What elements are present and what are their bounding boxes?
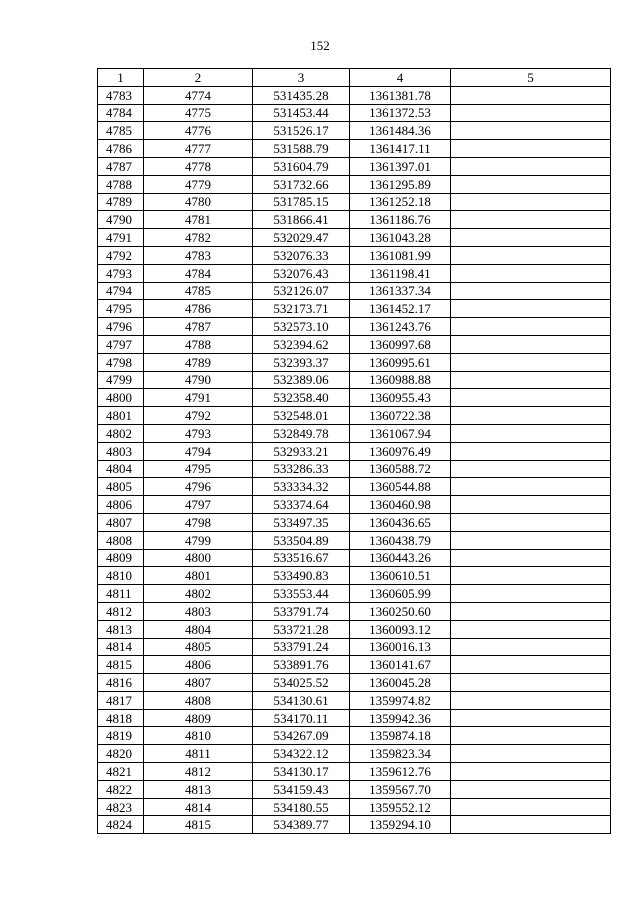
table-cell: 4782 (144, 229, 253, 247)
table-row (98, 407, 611, 425)
table-cell (451, 638, 611, 656)
table-cell: 4810 (144, 727, 253, 745)
table-cell (451, 407, 611, 425)
table-cell: 532394.62 (253, 335, 350, 353)
table-cell: 1360976.49 (350, 442, 451, 460)
table-cell: 4816 (98, 674, 144, 692)
table-cell: 532076.33 (253, 246, 350, 264)
table-cell: 4822 (98, 780, 144, 798)
table-cell: 1361081.99 (350, 246, 451, 264)
table-cell: 4818 (98, 709, 144, 727)
table-cell: 4779 (144, 175, 253, 193)
table-row (98, 709, 611, 727)
table-cell: 1359294.10 (350, 816, 451, 834)
table-cell: 4815 (144, 816, 253, 834)
table-cell: 532358.40 (253, 389, 350, 407)
table-cell: 4805 (98, 478, 144, 496)
table-cell: 4800 (98, 389, 144, 407)
table-cell: 1360610.51 (350, 567, 451, 585)
table-cell: 4806 (144, 656, 253, 674)
table-cell: 4823 (98, 798, 144, 816)
table-cell: 4801 (98, 407, 144, 425)
table-cell: 1360141.67 (350, 656, 451, 674)
table-cell: 1359942.36 (350, 709, 451, 727)
table-cell: 4774 (144, 86, 253, 104)
page-number: 152 (310, 38, 330, 53)
table-cell (451, 691, 611, 709)
table-cell: 4812 (98, 602, 144, 620)
table-cell: 4792 (98, 246, 144, 264)
table-cell: 4791 (98, 229, 144, 247)
table-row (98, 531, 611, 549)
table-cell (451, 674, 611, 692)
table-cell: 4794 (98, 282, 144, 300)
table-cell: 4804 (98, 460, 144, 478)
table-cell: 4802 (144, 585, 253, 603)
table-cell: 4785 (144, 282, 253, 300)
table-cell: 4781 (144, 211, 253, 229)
table-cell: 4808 (98, 531, 144, 549)
column-header: 4 (350, 69, 451, 87)
table-cell: 534322.12 (253, 745, 350, 763)
table-row (98, 389, 611, 407)
table-cell: 1361417.11 (350, 140, 451, 158)
table-cell: 4791 (144, 389, 253, 407)
table-cell: 4811 (144, 745, 253, 763)
table-row (98, 727, 611, 745)
table-row (98, 763, 611, 781)
column-header: 3 (253, 69, 350, 87)
table-cell: 4821 (98, 763, 144, 781)
table-cell (451, 86, 611, 104)
table-cell: 4788 (98, 175, 144, 193)
table-cell: 534159.43 (253, 780, 350, 798)
table-row (98, 674, 611, 692)
table-row (98, 175, 611, 193)
table-cell: 4775 (144, 104, 253, 122)
table-cell: 533497.35 (253, 513, 350, 531)
table-cell (451, 709, 611, 727)
table-cell (451, 140, 611, 158)
table-cell: 1359874.18 (350, 727, 451, 745)
table-row (98, 86, 611, 104)
table-cell: 532076.43 (253, 264, 350, 282)
table-row (98, 104, 611, 122)
table-cell: 4807 (98, 513, 144, 531)
table-row (98, 300, 611, 318)
table-row (98, 585, 611, 603)
table-row (98, 211, 611, 229)
table-cell: 4789 (144, 353, 253, 371)
table-cell: 4788 (144, 335, 253, 353)
table-cell (451, 602, 611, 620)
table-row (98, 122, 611, 140)
table-row (98, 140, 611, 158)
table-cell: 1361372.53 (350, 104, 451, 122)
table-cell: 1360588.72 (350, 460, 451, 478)
table-row (98, 602, 611, 620)
table-cell (451, 620, 611, 638)
table-cell: 4778 (144, 157, 253, 175)
table-cell: 4812 (144, 763, 253, 781)
table-cell: 4787 (144, 318, 253, 336)
table-row (98, 478, 611, 496)
table-cell (451, 442, 611, 460)
table-cell (451, 656, 611, 674)
table-row (98, 496, 611, 514)
table-cell: 1360995.61 (350, 353, 451, 371)
table-cell: 4790 (144, 371, 253, 389)
table-cell: 533791.24 (253, 638, 350, 656)
table-cell (451, 549, 611, 567)
table-row (98, 798, 611, 816)
table-cell: 534267.09 (253, 727, 350, 745)
table-cell: 1361452.17 (350, 300, 451, 318)
table-cell: 4813 (144, 780, 253, 798)
table-cell (451, 727, 611, 745)
table-cell (451, 816, 611, 834)
table-row (98, 620, 611, 638)
table-cell: 4820 (98, 745, 144, 763)
table-cell: 1360955.43 (350, 389, 451, 407)
table-cell: 4800 (144, 549, 253, 567)
table-cell: 4793 (98, 264, 144, 282)
table-cell: 1360250.60 (350, 602, 451, 620)
table-cell: 1360460.98 (350, 496, 451, 514)
table-cell: 532573.10 (253, 318, 350, 336)
table-row (98, 780, 611, 798)
table-cell: 4783 (98, 86, 144, 104)
table-cell: 531604.79 (253, 157, 350, 175)
table-cell: 4801 (144, 567, 253, 585)
table-cell: 1361252.18 (350, 193, 451, 211)
coordinates-table (97, 68, 611, 834)
table-cell: 4787 (98, 157, 144, 175)
table-cell: 4780 (144, 193, 253, 211)
table-row (98, 282, 611, 300)
table-cell: 4795 (144, 460, 253, 478)
table-cell: 1360045.28 (350, 674, 451, 692)
table-row (98, 691, 611, 709)
table-cell: 532126.07 (253, 282, 350, 300)
table-cell: 1360722.38 (350, 407, 451, 425)
table-cell: 1361186.76 (350, 211, 451, 229)
table-cell (451, 780, 611, 798)
table-cell: 1360016.13 (350, 638, 451, 656)
table-cell: 1360443.26 (350, 549, 451, 567)
table-cell: 1361337.34 (350, 282, 451, 300)
table-row (98, 371, 611, 389)
table-row (98, 246, 611, 264)
table-cell: 533490.83 (253, 567, 350, 585)
table-row (98, 460, 611, 478)
table-cell: 531732.66 (253, 175, 350, 193)
table-cell: 1360997.68 (350, 335, 451, 353)
table-cell: 1360544.88 (350, 478, 451, 496)
table-cell (451, 104, 611, 122)
table-body (98, 86, 611, 833)
table-cell: 532029.47 (253, 229, 350, 247)
table-cell: 4793 (144, 424, 253, 442)
table-cell: 533891.76 (253, 656, 350, 674)
table-cell (451, 122, 611, 140)
table-cell (451, 246, 611, 264)
table-cell: 531588.79 (253, 140, 350, 158)
table-row (98, 442, 611, 460)
table-row (98, 229, 611, 247)
table-cell: 1359823.34 (350, 745, 451, 763)
table-cell: 1360605.99 (350, 585, 451, 603)
table-cell: 531866.41 (253, 211, 350, 229)
table-cell: 4799 (144, 531, 253, 549)
table-cell: 4808 (144, 691, 253, 709)
table-row (98, 264, 611, 282)
table-cell: 4819 (98, 727, 144, 745)
table-cell: 1361198.41 (350, 264, 451, 282)
table-cell: 532548.01 (253, 407, 350, 425)
table-cell: 4814 (98, 638, 144, 656)
table-cell: 4804 (144, 620, 253, 638)
table-cell (451, 318, 611, 336)
table-cell: 1360438.79 (350, 531, 451, 549)
table-cell (451, 157, 611, 175)
table-cell: 1361243.76 (350, 318, 451, 336)
table-cell (451, 763, 611, 781)
table-cell: 1361043.28 (350, 229, 451, 247)
table-cell: 4790 (98, 211, 144, 229)
table-row (98, 335, 611, 353)
table-row (98, 318, 611, 336)
table-cell: 4809 (144, 709, 253, 727)
table-cell: 533374.64 (253, 496, 350, 514)
table-cell (451, 300, 611, 318)
table-cell: 1360988.88 (350, 371, 451, 389)
table-cell: 4806 (98, 496, 144, 514)
table-cell: 4785 (98, 122, 144, 140)
table-cell (451, 371, 611, 389)
table-cell: 533553.44 (253, 585, 350, 603)
table-cell: 533286.33 (253, 460, 350, 478)
table-cell: 534025.52 (253, 674, 350, 692)
table-cell: 532393.37 (253, 353, 350, 371)
table-cell: 533504.89 (253, 531, 350, 549)
table-cell (451, 513, 611, 531)
table-row (98, 157, 611, 175)
table-cell (451, 229, 611, 247)
table-cell (451, 531, 611, 549)
table-cell: 4798 (144, 513, 253, 531)
table-cell (451, 567, 611, 585)
table-cell: 534180.55 (253, 798, 350, 816)
table-cell: 4805 (144, 638, 253, 656)
table-cell: 533516.67 (253, 549, 350, 567)
table-cell: 4824 (98, 816, 144, 834)
table-row (98, 424, 611, 442)
table-cell: 4810 (98, 567, 144, 585)
table-cell: 4777 (144, 140, 253, 158)
table-cell: 531435.28 (253, 86, 350, 104)
table-cell: 4803 (144, 602, 253, 620)
table-cell: 4809 (98, 549, 144, 567)
table-cell: 534130.17 (253, 763, 350, 781)
table-cell: 1359974.82 (350, 691, 451, 709)
table-cell: 1360093.12 (350, 620, 451, 638)
table-row (98, 353, 611, 371)
table-cell (451, 282, 611, 300)
table-cell: 531785.15 (253, 193, 350, 211)
table-cell: 4786 (98, 140, 144, 158)
table-cell: 533334.32 (253, 478, 350, 496)
table-row (98, 638, 611, 656)
table-cell: 532933.21 (253, 442, 350, 460)
table-cell: 4817 (98, 691, 144, 709)
table-cell: 532389.06 (253, 371, 350, 389)
table-cell: 532849.78 (253, 424, 350, 442)
table-cell (451, 264, 611, 282)
table-row (98, 193, 611, 211)
table-cell: 4799 (98, 371, 144, 389)
table-row (98, 549, 611, 567)
table-cell: 4786 (144, 300, 253, 318)
table-cell: 533791.74 (253, 602, 350, 620)
table-cell (451, 460, 611, 478)
table-cell: 1361381.78 (350, 86, 451, 104)
table-cell: 4783 (144, 246, 253, 264)
table-cell: 4802 (98, 424, 144, 442)
table-cell: 1359552.12 (350, 798, 451, 816)
table-cell (451, 353, 611, 371)
table-cell: 1359612.76 (350, 763, 451, 781)
table-cell: 1361295.89 (350, 175, 451, 193)
table-cell: 4815 (98, 656, 144, 674)
table-cell: 1359567.70 (350, 780, 451, 798)
table-cell: 4784 (98, 104, 144, 122)
table-cell (451, 193, 611, 211)
table-cell: 4797 (98, 335, 144, 353)
table-cell: 4795 (98, 300, 144, 318)
table-cell: 4794 (144, 442, 253, 460)
table-cell (451, 745, 611, 763)
table-cell: 534170.11 (253, 709, 350, 727)
table-cell (451, 335, 611, 353)
table-cell (451, 798, 611, 816)
table-cell: 4776 (144, 122, 253, 140)
table-cell: 1361484.36 (350, 122, 451, 140)
table-cell: 4796 (144, 478, 253, 496)
table-cell: 532173.71 (253, 300, 350, 318)
table-row (98, 656, 611, 674)
table-cell (451, 389, 611, 407)
table-cell: 4796 (98, 318, 144, 336)
table-cell (451, 211, 611, 229)
table-cell: 534130.61 (253, 691, 350, 709)
column-header: 2 (144, 69, 253, 87)
table-cell: 4814 (144, 798, 253, 816)
table-cell (451, 496, 611, 514)
table-cell: 4798 (98, 353, 144, 371)
column-header: 1 (98, 69, 144, 87)
table-cell: 534389.77 (253, 816, 350, 834)
table-row (98, 816, 611, 834)
table-cell: 1361397.01 (350, 157, 451, 175)
table-cell: 4807 (144, 674, 253, 692)
table-cell: 4803 (98, 442, 144, 460)
table-cell: 531526.17 (253, 122, 350, 140)
table-cell: 4811 (98, 585, 144, 603)
table-cell: 4813 (98, 620, 144, 638)
table-cell: 4784 (144, 264, 253, 282)
table-row (98, 513, 611, 531)
table-cell (451, 585, 611, 603)
table-cell: 4797 (144, 496, 253, 514)
table-cell: 4792 (144, 407, 253, 425)
column-header: 5 (451, 69, 611, 87)
table-cell: 4789 (98, 193, 144, 211)
table-cell: 1360436.65 (350, 513, 451, 531)
table-row (98, 567, 611, 585)
table-cell (451, 424, 611, 442)
table-row (98, 745, 611, 763)
table-cell: 531453.44 (253, 104, 350, 122)
table-cell (451, 175, 611, 193)
table-cell: 1361067.94 (350, 424, 451, 442)
header-row (98, 69, 611, 87)
table-cell: 533721.28 (253, 620, 350, 638)
table-cell (451, 478, 611, 496)
